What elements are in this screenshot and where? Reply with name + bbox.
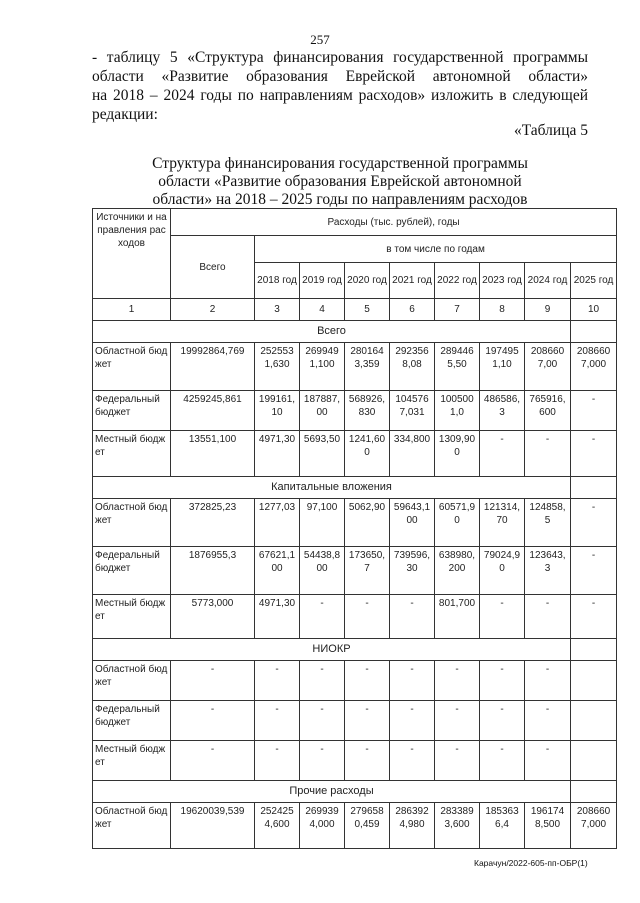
cell-year-value: - [435, 661, 480, 701]
header-total: Всего [171, 236, 255, 299]
cell-year-value: 1309,900 [435, 431, 480, 477]
section-title-spacer [571, 321, 617, 343]
cell-year-value: - [345, 661, 390, 701]
footer-doc-code: Карачун/2022-605-пп-ОБР(1) [474, 858, 588, 868]
cell-year-value: 1853636,4 [480, 803, 525, 849]
cell-year-value: 5693,50 [300, 431, 345, 477]
cell-year-value: 2086607,000 [571, 343, 617, 391]
cell-year-value: - [345, 741, 390, 781]
cell-total: 1876955,3 [171, 547, 255, 595]
cell-year-value: 173650,7 [345, 547, 390, 595]
section-title: Прочие расходы [93, 781, 571, 803]
cell-year-value: 1241,600 [345, 431, 390, 477]
cell-year-value: 59643,100 [390, 499, 435, 547]
cell-year-value: - [571, 547, 617, 595]
financing-table [92, 208, 617, 849]
cell-year-value [571, 741, 617, 781]
row-source-name: Местный бюджет [93, 741, 171, 781]
header-sources: Источники и направления расходов [93, 209, 171, 299]
cell-year-value: 2894465,50 [435, 343, 480, 391]
cell-year-value: 1005001,0 [435, 391, 480, 431]
table-row [93, 499, 617, 547]
cell-year-value [571, 701, 617, 741]
column-number: 2 [171, 299, 255, 321]
cell-year-value: - [435, 741, 480, 781]
cell-year-value: - [525, 701, 571, 741]
cell-year-value: 486586,3 [480, 391, 525, 431]
cell-total: 19992864,769 [171, 343, 255, 391]
header-year: 2020 год [345, 263, 390, 299]
table-row [93, 547, 617, 595]
cell-year-value: 5062,90 [345, 499, 390, 547]
intro-line: редакции: [92, 106, 158, 123]
cell-year-value: - [390, 741, 435, 781]
table-label: «Таблица 5 [513, 122, 588, 139]
header-year: 2022 год [435, 263, 480, 299]
cell-year-value: - [525, 741, 571, 781]
row-source-name: Федеральный бюджет [93, 547, 171, 595]
table-row [93, 741, 617, 781]
cell-year-value: - [300, 741, 345, 781]
cell-year-value: - [525, 661, 571, 701]
cell-year-value: - [300, 595, 345, 639]
intro-paragraph [92, 48, 588, 124]
cell-total: 372825,23 [171, 499, 255, 547]
cell-year-value: 123643,3 [525, 547, 571, 595]
row-source-name: Областной бюджет [93, 803, 171, 849]
cell-year-value: - [480, 741, 525, 781]
header-year: 2021 год [390, 263, 435, 299]
cell-year-value: 4971,30 [255, 431, 300, 477]
cell-year-value: - [480, 595, 525, 639]
cell-year-value: 2086607,000 [571, 803, 617, 849]
section-title-spacer [571, 781, 617, 803]
cell-year-value: 121314,70 [480, 499, 525, 547]
table-title-line: области «Развитие образования Еврейской автономной [158, 173, 522, 190]
cell-year-value: 54438,800 [300, 547, 345, 595]
cell-total: - [171, 741, 255, 781]
cell-year-value: 2086607,00 [525, 343, 571, 391]
cell-year-value: - [300, 701, 345, 741]
column-number: 9 [525, 299, 571, 321]
cell-year-value: 1045767,031 [390, 391, 435, 431]
table-title-line: Структура финансирования государственной программы [152, 155, 528, 172]
cell-year-value: - [525, 595, 571, 639]
cell-year-value: 2801643,359 [345, 343, 390, 391]
cell-year-value: 4971,30 [255, 595, 300, 639]
cell-year-value [571, 661, 617, 701]
cell-year-value: 568926,830 [345, 391, 390, 431]
cell-year-value: 2863924,980 [390, 803, 435, 849]
cell-year-value: - [390, 595, 435, 639]
cell-year-value: 2525531,630 [255, 343, 300, 391]
table-title-line: области» на 2018 – 2025 годы по направлениям расходов [152, 191, 528, 208]
header-year: 2025 год [571, 263, 617, 299]
cell-total: 4259245,861 [171, 391, 255, 431]
header-year: 2019 год [300, 263, 345, 299]
cell-year-value: 79024,90 [480, 547, 525, 595]
cell-year-value: - [255, 661, 300, 701]
cell-year-value: 2699394,000 [300, 803, 345, 849]
cell-year-value: 1961748,500 [525, 803, 571, 849]
row-source-name: Областной бюджет [93, 499, 171, 547]
cell-year-value: - [480, 661, 525, 701]
column-number: 4 [300, 299, 345, 321]
cell-year-value: 765916,600 [525, 391, 571, 431]
table-title [140, 155, 540, 209]
cell-total: 13551,100 [171, 431, 255, 477]
table-row [93, 431, 617, 477]
cell-year-value: 638980,200 [435, 547, 480, 595]
row-source-name: Областной бюджет [93, 661, 171, 701]
cell-year-value: 801,700 [435, 595, 480, 639]
cell-year-value: 2796580,459 [345, 803, 390, 849]
intro-line: - таблицу 5 «Структура финансирования государственной программы [92, 49, 588, 66]
column-number: 5 [345, 299, 390, 321]
header-year: 2024 год [525, 263, 571, 299]
row-source-name: Областной бюджет [93, 343, 171, 391]
column-number: 8 [480, 299, 525, 321]
cell-year-value: - [390, 701, 435, 741]
header-year: 2023 год [480, 263, 525, 299]
cell-total: - [171, 701, 255, 741]
cell-year-value: - [571, 499, 617, 547]
table-row [93, 343, 617, 391]
row-source-name: Местный бюджет [93, 431, 171, 477]
cell-year-value: - [345, 595, 390, 639]
cell-year-value: 1277,03 [255, 499, 300, 547]
cell-year-value: - [480, 431, 525, 477]
column-number: 6 [390, 299, 435, 321]
section-title-spacer [571, 639, 617, 661]
cell-total: 5773,000 [171, 595, 255, 639]
cell-year-value: 187887,00 [300, 391, 345, 431]
intro-line: на 2018 – 2024 годы по направлениям расходов» изложить в следующей [92, 87, 588, 104]
cell-year-value: 1974951,10 [480, 343, 525, 391]
cell-year-value: - [435, 701, 480, 741]
row-source-name: Федеральный бюджет [93, 701, 171, 741]
page-number: 257 [310, 32, 330, 47]
table-row [93, 595, 617, 639]
cell-total: 19620039,539 [171, 803, 255, 849]
cell-year-value: 739596,30 [390, 547, 435, 595]
cell-year-value: 199161,10 [255, 391, 300, 431]
cell-year-value: - [390, 661, 435, 701]
cell-year-value: - [255, 701, 300, 741]
cell-year-value: 2699491,100 [300, 343, 345, 391]
cell-year-value: - [255, 741, 300, 781]
intro-line: области «Развитие образования Еврейской автономной области» [92, 68, 588, 85]
table-row [93, 661, 617, 701]
section-title-spacer [571, 477, 617, 499]
cell-year-value: - [571, 595, 617, 639]
table-row [93, 803, 617, 849]
column-number: 3 [255, 299, 300, 321]
column-number: 7 [435, 299, 480, 321]
cell-year-value: 97,100 [300, 499, 345, 547]
cell-year-value: - [300, 661, 345, 701]
table-row [93, 391, 617, 431]
cell-total: - [171, 661, 255, 701]
cell-year-value: 124858,5 [525, 499, 571, 547]
section-title: Всего [93, 321, 571, 343]
row-source-name: Федеральный бюджет [93, 391, 171, 431]
cell-year-value: 2923568,08 [390, 343, 435, 391]
cell-year-value: - [571, 391, 617, 431]
header-expenses: Расходы (тыс. рублей), годы [171, 209, 617, 236]
column-number: 10 [571, 299, 617, 321]
column-number: 1 [93, 299, 171, 321]
cell-year-value: - [525, 431, 571, 477]
header-by-years: в том числе по годам [255, 236, 617, 263]
cell-year-value: 67621,100 [255, 547, 300, 595]
table-row [93, 701, 617, 741]
cell-year-value: 334,800 [390, 431, 435, 477]
cell-year-value: - [571, 431, 617, 477]
section-title: НИОКР [93, 639, 571, 661]
section-title: Капитальные вложения [93, 477, 571, 499]
cell-year-value: 60571,90 [435, 499, 480, 547]
cell-year-value: - [345, 701, 390, 741]
cell-year-value: 2833893,600 [435, 803, 480, 849]
header-year: 2018 год [255, 263, 300, 299]
row-source-name: Местный бюджет [93, 595, 171, 639]
cell-year-value: - [480, 701, 525, 741]
cell-year-value: 2524254,600 [255, 803, 300, 849]
